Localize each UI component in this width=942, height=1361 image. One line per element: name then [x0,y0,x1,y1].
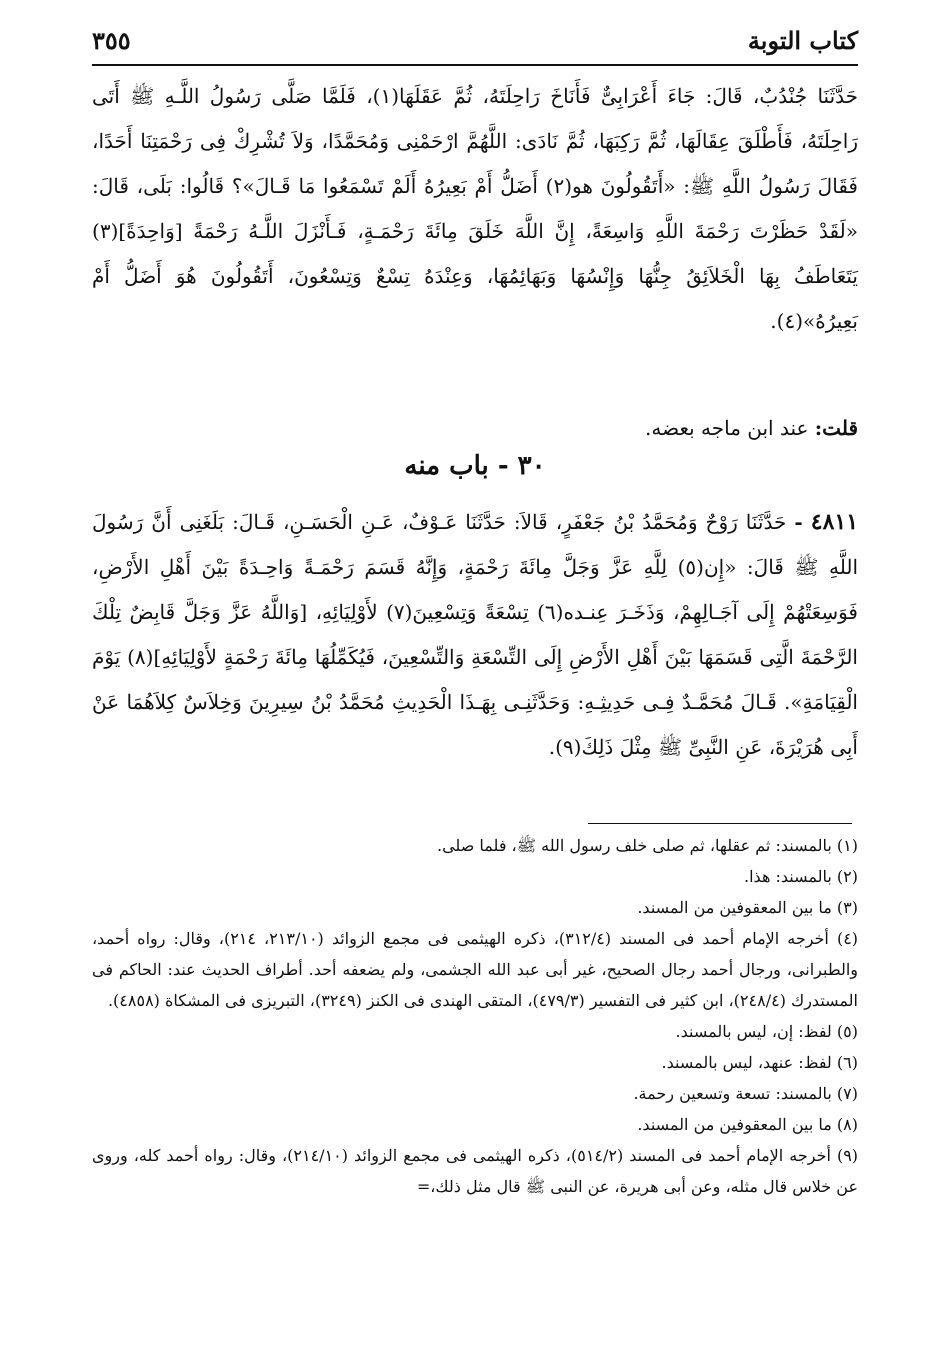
page-number: ٣٥٥ [92,26,131,55]
running-header [92,26,858,62]
footnote-number: (١) [836,836,858,855]
footnote-text: أخرجه الإمام أحمد فى المسند (٣١٢/٤)، ذكره الهيثمى فى مجمع الزوائد (٢١٣/١٠، ٢١٤)، وقال: رواه أحمد، والطبرانى، ورجال أحمد رجال الصحيح، غير أبى عبد الله الجشمى، ولم يضعفه أحد. أطراف الحديث عند: الحاكم فى المستدرك (٢٤٨/٤)، ابن كثير فى التفسير (٤٧٩/٣)، المتقى الهندى فى الكنز (٣٢٤٩)، التبريزى فى المشكاة (٤٨٥٨). [92,929,858,1010]
footnote [92,861,858,892]
footnote [92,830,858,861]
footnote [92,1109,858,1140]
hadith-number: ٤٨١١ [810,509,859,535]
footnotes [92,830,858,1202]
header-rule [92,64,858,66]
footnote-number: (٢) [836,867,858,886]
chapter-title: ٣٠ - باب منه [404,451,546,481]
footnote-number: (٤) [836,929,859,948]
hadith-text-2 [92,500,858,770]
footnote-text: بالمسند: هذا. [744,867,832,886]
footnote-text: بالمسند: تسعة وتسعين رحمة. [633,1084,832,1103]
running-title: كتاب التوبة [747,26,858,55]
qult-note [92,408,858,448]
footnote-text: ما بين المعقوفين من المسند. [637,898,832,917]
footnote-text: بالمسند: ثم عقلها، ثم صلى خلف رسول الله ﷺ، فلما صلى. [437,836,832,855]
footnote [92,1140,858,1202]
footnote [92,1016,858,1047]
hadith-body: حَدَّثَنَا رَوْحٌ وَمُحَمَّدُ بْنُ جَعْفَرٍ، قَالاَ: حَدَّثَنَا عَـوْفٌ، عَـنِ الْحَسَـنِ، قَـالَ: بَلَغَنِى أَنَّ رَسُولَ اللَّهِ ﷺ قَالَ: «إِن(٥) لِلَّهِ عَزَّ وَجَلَّ مِائَةَ رَحْمَةٍ، وَإِنَّهُ قَسَمَ رَحْمَـةً وَاحِـدَةً بَيْنَ أَهْلِ الأَرْضِ، فَوَسِعَتْهُمْ إِلَى آجَـالِهِمْ، وَذَخَـرَ عِنـده(٦) تِسْعَةً وَتِسْعِينَ(٧) لأَوْلِيَائِهِ، [وَاللَّهُ عَزَّ وَجَلَّ قَابِضٌ تِلْكَ الرَّحْمَةَ الَّتِى قَسَمَهَا بَيْنَ أَهْلِ الأَرْضِ إِلَى التِّسْعَةِ وَالتِّسْعِينَ، فَيُكَمِّلُهَا مِائَةَ رَحْمَةٍ لأَوْلِيَائِهِ](٨) يَوْمَ الْقِيَامَةِ». قَـالَ مُحَمَّـدٌ فِـى حَدِيثِـهِ: وَحَدَّثَنِـى بِهَـذَا الْحَدِيثِ مُحَمَّدُ بْنُ سِيرِينَ وَخِلاَسٌ كِلاَهُمَا عَنْ أَبِى هُرَيْرَةَ، عَنِ النَّبِىِّ ﷺ مِثْلَ ذَلِكَ(٩). [92,510,859,759]
qult-text: عند ابن ماجه بعضه. [645,416,809,440]
footnote-number: (٦) [836,1053,858,1072]
footnote-number: (٨) [836,1115,858,1134]
hadith-text-1: حَدَّثَنَا جُنْدُبٌ، قَالَ: جَاءَ أَعْرَابِىٌّ فَأَنَاخَ رَاحِلَتَهُ، ثُمَّ عَقَلَهَا(١)، فَلَمَّا صَلَّى رَسُولُ اللَّـهِ ﷺ أَتَى رَاحِلَتَهُ، فَأَطْلَقَ عِقَالَهَا، ثُمَّ رَكِبَهَا، ثُمَّ نَادَى: اللَّهُمَّ ارْحَمْنِى وَمُحَمَّدًا، وَلاَ تُشْرِكْ فِى رَحْمَتِنَا أَحَدًا، فَقَالَ رَسُولُ اللَّهِ ﷺ: «أَتَقُولُونَ هو(٢) أَضَلُّ أَمْ بَعِيرُهُ أَلَمْ تَسْمَعُوا مَا قَـالَ»؟ قَالُوا: بَلَى، قَالَ: «لَقَدْ حَظَرْتَ رَحْمَةَ اللَّهِ وَاسِعَةً، إِنَّ اللَّهَ خَلَقَ مِائَةَ رَحْمَـةٍ، فَـأَنْزَلَ اللَّـهُ رَحْمَةً [وَاحِدَةً](٣) يَتَعَاطَفُ بِهَا الْخَلاَئِقُ جِنُّهَا وَإِنْسُهَا وَبَهَائِمُهَا، وَعِنْدَهُ تِسْعٌ وَتِسْعُونَ، أَتَقُولُونَ هُوَ أَضَلُّ أَمْ بَعِيرُهُ»(٤). [92,84,859,333]
footnote-text: ما بين المعقوفين من المسند. [637,1115,832,1134]
footnote-text: لفظ: عنهد، ليس بالمسند. [661,1053,832,1072]
qult-label: قلت: [814,416,858,440]
footnote [92,1047,858,1078]
footnote-number: (٥) [836,1022,858,1041]
hadith-separator: - [794,510,803,534]
footnote-number: (٧) [836,1084,858,1103]
footnote [92,892,858,923]
footnote [92,1078,858,1109]
footnote-number: (٩) [836,1146,859,1165]
footnote-number: (٣) [836,898,858,917]
footnote [92,923,858,1016]
footnote-text: أخرجه الإمام أحمد فى المسند (٥١٤/٢)، ذكره الهيثمى فى مجمع الزوائد (٢١٤/١٠)، وقال: رواه أحمد كله، وروى عن خلاس قال مثله، وعن أبى هريرة، عن النبى ﷺ قال مثل ذلك،= [92,1146,858,1196]
footnote-text: لفظ: إن، ليس بالمسند. [675,1022,832,1041]
footnote-rule [588,823,852,824]
